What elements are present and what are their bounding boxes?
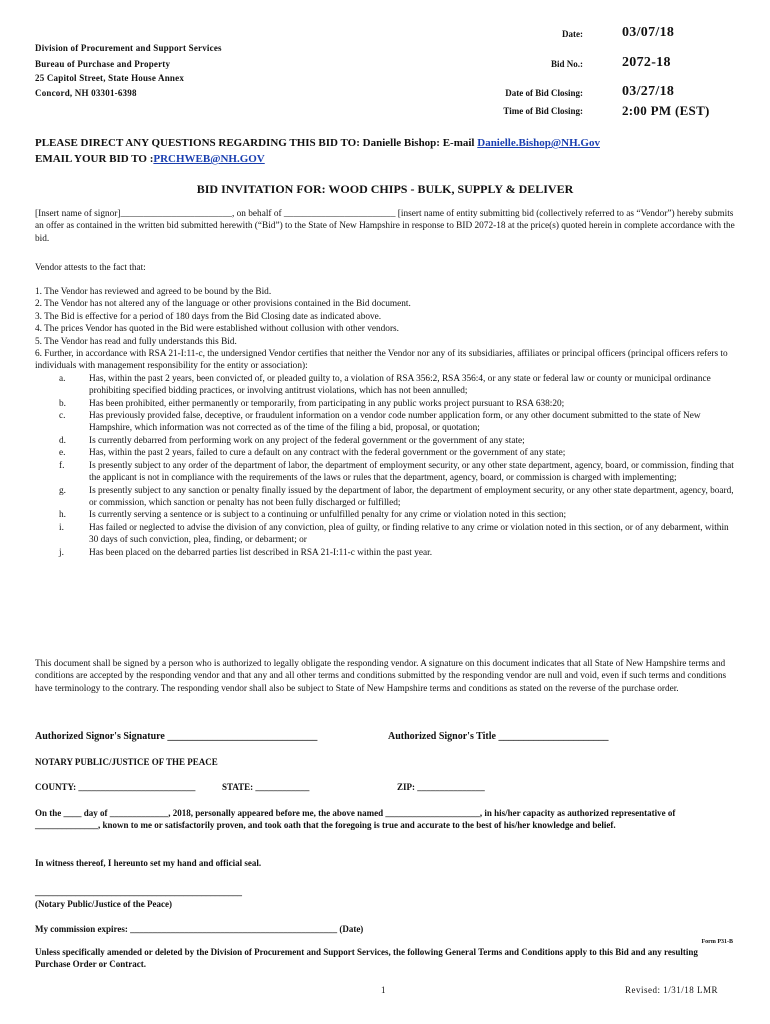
document-title: BID INVITATION FOR: WOOD CHIPS - BULK, SUPPLY & DELIVER bbox=[196, 182, 574, 196]
county-field[interactable]: COUNTY: __________________________ bbox=[35, 782, 196, 792]
list-item: 5. The Vendor has read and fully understands this Bid. bbox=[35, 336, 237, 347]
signor-title-field[interactable]: Authorized Signor's Title ______________________ bbox=[388, 731, 609, 742]
intro-paragraph: [Insert name of signor]________________________, on behalf of ________________________ [insert name of entity submitting bid (collectively referred to as “Vendor”) hereby submits an offer as contained in the written bid submitted herewith (“Bid”) to the State of New Hampshire in response to BID 2072-18 at the price(s) quoted herein in complete accordance with the bid. bbox=[35, 209, 735, 244]
sub-item-text: Has failed or neglected to advise the division of any conviction, plea of guilty, or finding relative to any crime or violation noted in this section, or of any debarment, within 30 days of such conviction, plea, finding, or debarment; or bbox=[89, 522, 729, 546]
address-line-city: Concord, NH 03301-6398 bbox=[35, 88, 137, 98]
email-bid-link[interactable]: PRCHWEB@NH.GOV bbox=[153, 153, 265, 165]
sub-item-text: Has been prohibited, either permanently or temporarily, from participating in any public works project pursuant to RSA 638:20; bbox=[89, 398, 565, 409]
notary-signature-line[interactable]: ______________________________________________ bbox=[35, 887, 242, 897]
sub-item bbox=[35, 410, 735, 435]
sub-item bbox=[35, 522, 735, 547]
contact-email-link[interactable]: Danielle.Bishop@NH.Gov bbox=[477, 137, 600, 149]
sub-item bbox=[35, 373, 735, 398]
revised-date: Revised: 1/31/18 LMR bbox=[625, 985, 718, 995]
list-item: 4. The prices Vendor has quoted in the Bid were established without collusion with other vendors. bbox=[35, 324, 399, 335]
sub-item-text: Is currently serving a sentence or is subject to a continuing or unfulfilled penalty for any crime or violation noted in this section; bbox=[89, 510, 567, 521]
sub-item-letter: h. bbox=[59, 510, 66, 521]
sub-item-text: Is currently debarred from performing work on any project of the federal government or the government of any state; bbox=[89, 435, 525, 446]
list-item: 1. The Vendor has reviewed and agreed to be bound by the Bid. bbox=[35, 287, 272, 297]
sub-item-letter: a. bbox=[59, 373, 66, 384]
date-value: 03/07/18 bbox=[622, 25, 675, 40]
date-label: Date: bbox=[562, 29, 583, 39]
email-bid-prefix: EMAIL YOUR BID TO : bbox=[35, 153, 154, 165]
closing-time-label: Time of Bid Closing: bbox=[503, 106, 583, 116]
sub-item-text: Has been placed on the debarred parties list described in RSA 21-I:11-c within the past year. bbox=[89, 547, 433, 558]
sub-item bbox=[35, 509, 735, 521]
sub-item-letter: j. bbox=[59, 547, 64, 558]
address-line-division: Division of Procurement and Support Services bbox=[35, 43, 222, 53]
list-item: 6. Further, in accordance with RSA 21-I:11-c, the undersigned Vendor certifies that neither the Vendor nor any of its subsidiaries, affiliates or principal officers (principal officers refers to individuals with management responsibility for the entity or association): bbox=[35, 349, 728, 372]
bid-no-label: Bid No.: bbox=[550, 59, 583, 69]
sub-item bbox=[35, 547, 735, 559]
sub-item bbox=[35, 485, 735, 510]
sub-item bbox=[35, 398, 735, 410]
closing-date-label: Date of Bid Closing: bbox=[505, 88, 583, 98]
sub-item bbox=[35, 460, 735, 485]
contact-prefix: PLEASE DIRECT ANY QUESTIONS REGARDING THIS BID TO: Danielle Bishop: E-mail bbox=[35, 137, 478, 149]
sub-item-letter: i. bbox=[59, 522, 64, 533]
attestation-list bbox=[35, 286, 735, 559]
email-bid-line bbox=[35, 153, 265, 165]
page-number: 1 bbox=[381, 985, 386, 995]
sub-item-text: Is presently subject to any sanction or penalty finally issued by the department of labor, the department of employment security, or any other state department, agency, board, or commission, which sanction or penalty has not been fully discharged or fulfilled; bbox=[89, 485, 734, 508]
sub-item-letter: b. bbox=[59, 398, 66, 409]
notary-caption: (Notary Public/Justice of the Peace) bbox=[35, 899, 172, 909]
state-field[interactable]: STATE: ____________ bbox=[222, 782, 310, 792]
list-item: 3. The Bid is effective for a period of 180 days from the Bid Closing date as indicated above. bbox=[35, 311, 382, 322]
bid-no-value: 2072-18 bbox=[622, 55, 671, 70]
witness-line: In witness thereof, I hereunto set my hand and official seal. bbox=[35, 858, 262, 868]
address-line-bureau: Bureau of Purchase and Property bbox=[35, 59, 171, 69]
sub-item-letter: c. bbox=[59, 411, 66, 422]
closing-date-value: 03/27/18 bbox=[622, 84, 675, 99]
address-line-street: 25 Capitol Street, State House Annex bbox=[35, 73, 185, 83]
sub-item-text: Has previously provided false, deceptive, or fraudulent information on a vendor code number application form, or any other document submitted to the state of New Hampshire, which information was not corrected as of the time of the filing a bid, proposal, or quotation; bbox=[89, 411, 701, 434]
sub-item-letter: e. bbox=[59, 448, 66, 459]
terms-note: Unless specifically amended or deleted by the Division of Procurement and Support Services, the following General Terms and Conditions apply to this Bid and any resulting Purchase Order or Contract. bbox=[35, 947, 698, 969]
notary-oath-paragraph: On the ____ day of _____________, 2018, personally appeared before me, the above named _____________________, in his/her capacity as authorized representative of ______________, known to me or satisfactorily proven, and took oath that the foregoing is true and accurate to the best of his/her knowledge and belief. bbox=[35, 808, 676, 830]
sub-item-text: Has, within the past 2 years, been convicted of, or pleaded guilty to, a violation of RSA 356:2, RSA 356:4, or any state or federal law or county or municipal ordinance prohibiting specified bidding practices, or involving antitrust violations, which has not been annulled; bbox=[89, 373, 711, 397]
sub-item-text: Has, within the past 2 years, failed to cure a default on any contract with the federal government or the government of any state; bbox=[89, 448, 566, 459]
signor-signature-field[interactable]: Authorized Signor's Signature ______________________________ bbox=[35, 731, 318, 742]
sub-item-text: Is presently subject to any order of the department of labor, the department of employment security, or any other state department, agency, board, or commission, finding that the applicant is not in compliance with the requirements of the laws or rules that the department, agency, board, or commission is charged with implementing; bbox=[89, 460, 734, 484]
notary-heading: NOTARY PUBLIC/JUSTICE OF THE PEACE bbox=[35, 757, 218, 767]
closing-time-value: 2:00 PM (EST) bbox=[622, 103, 710, 118]
sub-item bbox=[35, 447, 735, 459]
sub-item-letter: g. bbox=[59, 485, 66, 496]
sub-item-letter: d. bbox=[59, 435, 66, 446]
sub-item-letter: f. bbox=[59, 460, 65, 471]
list-item: 2. The Vendor has not altered any of the language or other provisions contained in the Bid document. bbox=[35, 299, 411, 310]
closing-paragraph: This document shall be signed by a person who is authorized to legally obligate the responding vendor. A signature on this document indicates that all State of New Hampshire terms and conditions are accepted by the responding vendor and that any and all other terms and conditions submitted by the responding vendor are null and void, even if such terms and conditions have terminology to the contrary. The responding vendor shall also be subject to State of New Hampshire terms and conditions as stated on the reverse of the purchase order. bbox=[35, 659, 727, 694]
attests-line: Vendor attests to the fact that: bbox=[35, 263, 146, 273]
sub-item bbox=[35, 435, 735, 447]
contact-line bbox=[35, 137, 600, 149]
commission-expires-field[interactable]: My commission expires: ______________________________________________ (Date) bbox=[35, 924, 364, 934]
form-number: Form P31-B bbox=[701, 939, 733, 945]
zip-field[interactable]: ZIP: _______________ bbox=[397, 782, 485, 792]
